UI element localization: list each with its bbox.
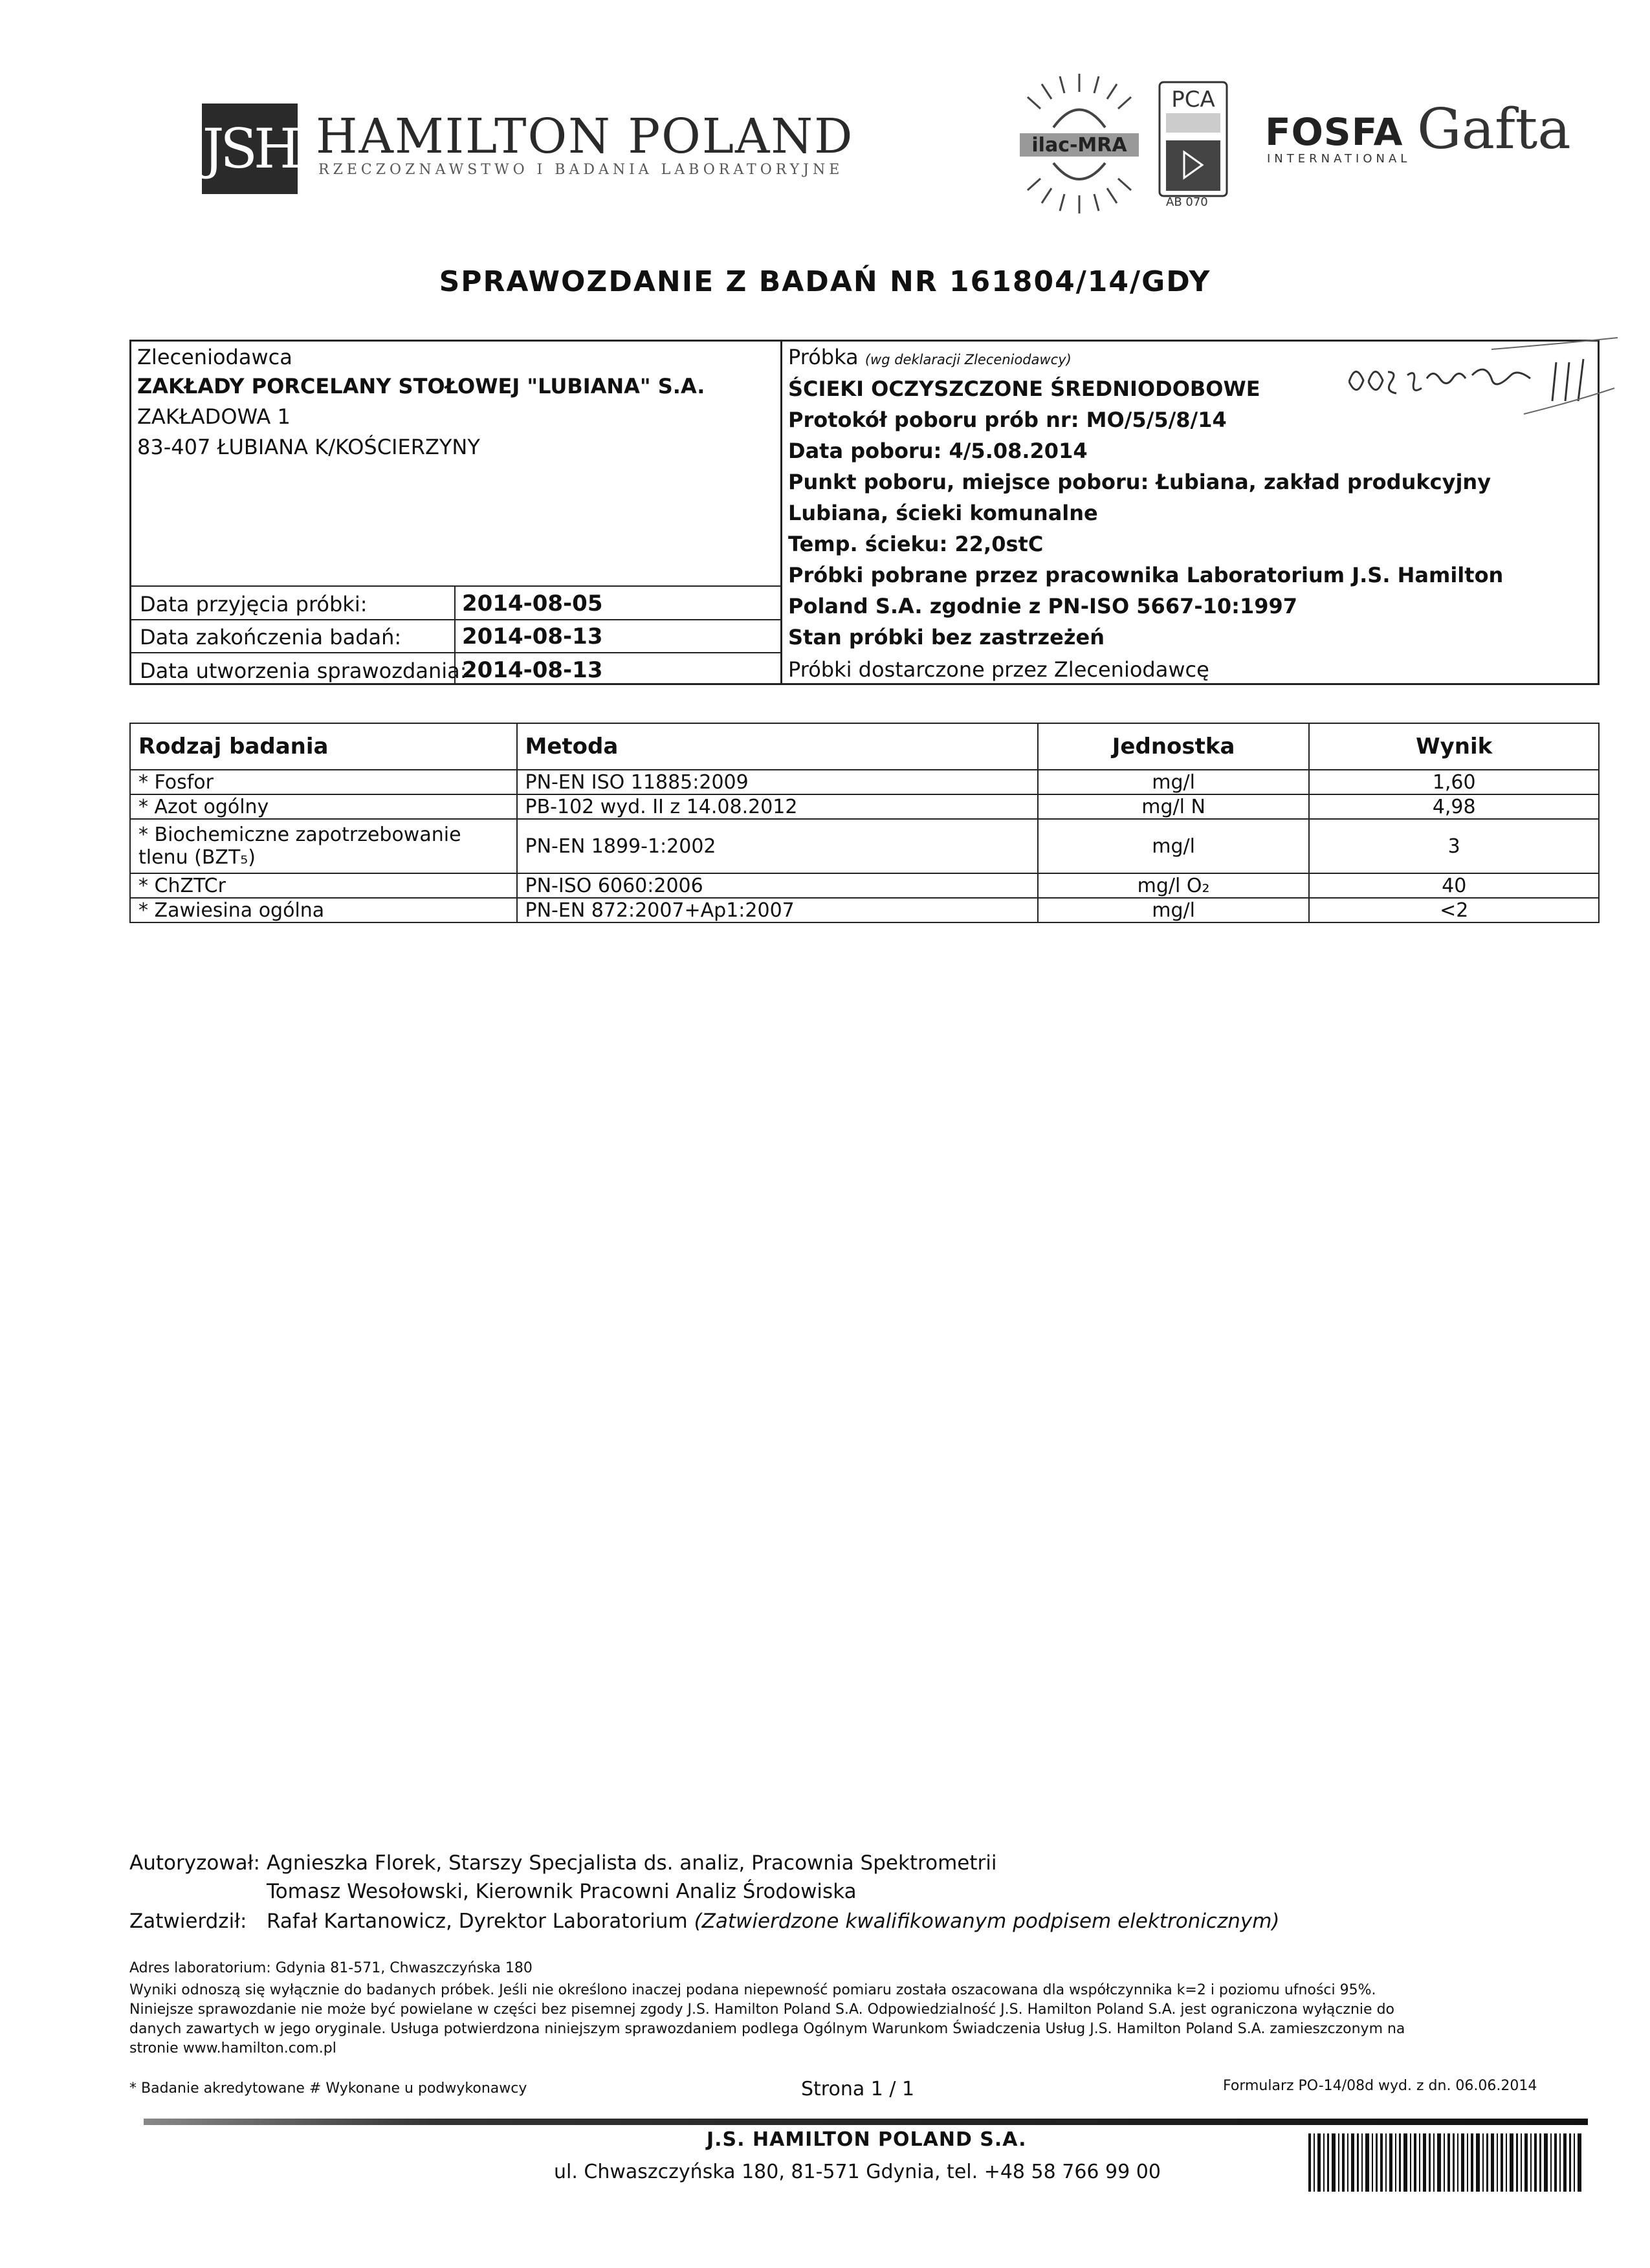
client-city: 83-407 ŁUBIANA K/KOŚCIERZYNY xyxy=(137,435,480,459)
date-completed-value: 2014-08-13 xyxy=(462,624,603,649)
form-number: Formularz PO-14/08d wyd. z dn. 06.06.2014 xyxy=(1223,2078,1537,2094)
note-line: Wyniki odnoszą się wyłącznie do badanych próbek. Jeśli nie określono inaczej podana niepewność pomiaru została oszacowana dla współczynnika k=2 i poziomu ufności 95%. xyxy=(129,1982,1376,1998)
ilac-text: ilac-MRA xyxy=(1031,134,1127,157)
test-result: 40 xyxy=(1309,873,1599,898)
barcode-icon xyxy=(1308,2133,1581,2192)
date-received-label: Data przyjęcia próbki: xyxy=(140,592,368,616)
report-title: SPRAWOZDANIE Z BADAŃ NR 161804/14/GDY xyxy=(439,265,1211,298)
table-row xyxy=(130,898,1599,922)
sample-label: Próbka (wg deklaracji Zleceniodawcy) xyxy=(788,345,1072,369)
test-name: * Biochemiczne zapotrzebowanie tlenu (BZT₅) xyxy=(130,819,517,873)
sample-line: Temp. ścieku: 22,0stC xyxy=(788,532,1044,556)
column-header: Wynik xyxy=(1309,723,1599,770)
note-line: stronie www.hamilton.com.pl xyxy=(129,2040,336,2056)
sample-line: Lubiana, ścieki komunalne xyxy=(788,501,1098,525)
note-line: Niniejsze sprawozdanie nie może być powielane w części bez pisemnej zgody J.S. Hamilton Poland S.A. Odpowiedzialność J.S. Hamilton Poland S.A. jest ograniczona wyłącznie do xyxy=(129,2001,1394,2018)
table-row xyxy=(130,819,1599,873)
test-method: PN-EN 1899-1:2002 xyxy=(517,819,1038,873)
brand-subtitle: RZECZOZNAWSTWO I BADANIA LABORATORYJNE xyxy=(318,162,844,178)
test-result: 1,60 xyxy=(1309,770,1599,794)
test-name: * Fosfor xyxy=(130,770,517,794)
table-row xyxy=(130,770,1599,794)
authorized-person: Agnieszka Florek, Starszy Specjalista ds. analiz, Pracownia Spektrometrii xyxy=(267,1851,997,1875)
test-method: PN-ISO 6060:2006 xyxy=(517,873,1038,898)
client-street: ZAKŁADOWA 1 xyxy=(137,404,291,429)
client-name: ZAKŁADY PORCELANY STOŁOWEJ "LUBIANA" S.A. xyxy=(137,374,705,398)
approved-person: Rafał Kartanowicz, Dyrektor Laboratorium (Zatwierdzone kwalifikowanym podpisem elektronicznym) xyxy=(267,1910,1280,1933)
sample-line: Punkt poboru, miejsce poboru: Łubiana, zakład produkcyjny xyxy=(788,470,1491,494)
footer-address: ul. Chwaszczyńska 180, 81-571 Gdynia, tel. +48 58 766 99 00 xyxy=(554,2161,1161,2183)
fosfa-logo: FOSFA xyxy=(1265,110,1403,154)
test-name: * Azot ogólny xyxy=(130,794,517,819)
sample-line: Poland S.A. zgodnie z PN-ISO 5667-10:1997 xyxy=(788,594,1298,618)
lab-address: Adres laboratorium: Gdynia 81-571, Chwaszczyńska 180 xyxy=(129,1960,533,1976)
table-row xyxy=(130,873,1599,898)
results-table xyxy=(129,723,1600,923)
test-name: * Zawiesina ogólna xyxy=(130,898,517,922)
fosfa-subtitle: INTERNATIONAL xyxy=(1267,152,1411,166)
test-result: 4,98 xyxy=(1309,794,1599,819)
pca-accreditation-icon xyxy=(1158,81,1228,197)
pca-code: AB 070 xyxy=(1166,195,1208,209)
test-method: PN-EN 872:2007+Ap1:2007 xyxy=(517,898,1038,922)
authorized-person: Tomasz Wesołowski, Kierownik Pracowni Analiz Środowiska xyxy=(267,1880,857,1903)
sample-line: Data poboru: 4/5.08.2014 xyxy=(788,439,1088,463)
date-completed-label: Data zakończenia badań: xyxy=(140,625,402,649)
test-unit: mg/l xyxy=(1038,898,1310,922)
sample-line: Próbki pobrane przez pracownika Laboratorium J.S. Hamilton xyxy=(788,563,1504,587)
gafta-logo: Gafta xyxy=(1417,97,1571,162)
test-unit: mg/l xyxy=(1038,770,1310,794)
test-name: * ChZTCr xyxy=(130,873,517,898)
authorized-label: Autoryzował: xyxy=(129,1851,260,1875)
company-logo: JSH xyxy=(202,104,298,194)
info-box-divider xyxy=(780,340,782,685)
footer-divider xyxy=(144,2119,1588,2125)
brand-name: HAMILTON POLAND xyxy=(316,109,854,164)
pca-text: PCA xyxy=(1171,87,1215,113)
date-created-label: Data utworzenia sprawozdania: xyxy=(140,659,467,683)
note-line: danych zawartych w jego oryginale. Usługa potwierdzona niniejszym sprawozdaniem podlega Ogólnym Warunkom Świadczenia Usług J.S. Hamilton Poland S.A. zamieszczonym na xyxy=(129,2021,1405,2037)
test-method: PB-102 wyd. II z 14.08.2012 xyxy=(517,794,1038,819)
sample-line: Protokół poboru prób nr: MO/5/5/8/14 xyxy=(788,408,1227,432)
column-header: Rodzaj badania xyxy=(130,723,517,770)
column-header: Metoda xyxy=(517,723,1038,770)
date-received-value: 2014-08-05 xyxy=(462,591,603,616)
client-label: Zleceniodawca xyxy=(137,345,292,369)
sample-line: ŚCIEKI OCZYSZCZONE ŚREDNIODOBOWE xyxy=(788,376,1260,401)
sample-line: Stan próbki bez zastrzeżeń xyxy=(788,625,1105,649)
column-header: Jednostka xyxy=(1038,723,1310,770)
table-row xyxy=(130,794,1599,819)
test-result: <2 xyxy=(1309,898,1599,922)
approved-label: Zatwierdził: xyxy=(129,1910,247,1933)
test-unit: mg/l xyxy=(1038,819,1310,873)
test-unit: mg/l O₂ xyxy=(1038,873,1310,898)
handwritten-note-icon xyxy=(1336,336,1621,440)
test-method: PN-EN ISO 11885:2009 xyxy=(517,770,1038,794)
page-number: Strona 1 / 1 xyxy=(801,2078,915,2100)
test-result: 3 xyxy=(1309,819,1599,873)
sample-delivered: Próbki dostarczone przez Zleceniodawcę xyxy=(788,657,1209,682)
date-created-value: 2014-08-13 xyxy=(462,657,603,683)
ilac-mra-seal-icon xyxy=(1002,66,1157,221)
legend: * Badanie akredytowane # Wykonane u podwykonawcy xyxy=(129,2080,527,2097)
footer-company: J.S. HAMILTON POLAND S.A. xyxy=(707,2128,1027,2151)
results-header-row xyxy=(130,723,1599,770)
test-unit: mg/l N xyxy=(1038,794,1310,819)
